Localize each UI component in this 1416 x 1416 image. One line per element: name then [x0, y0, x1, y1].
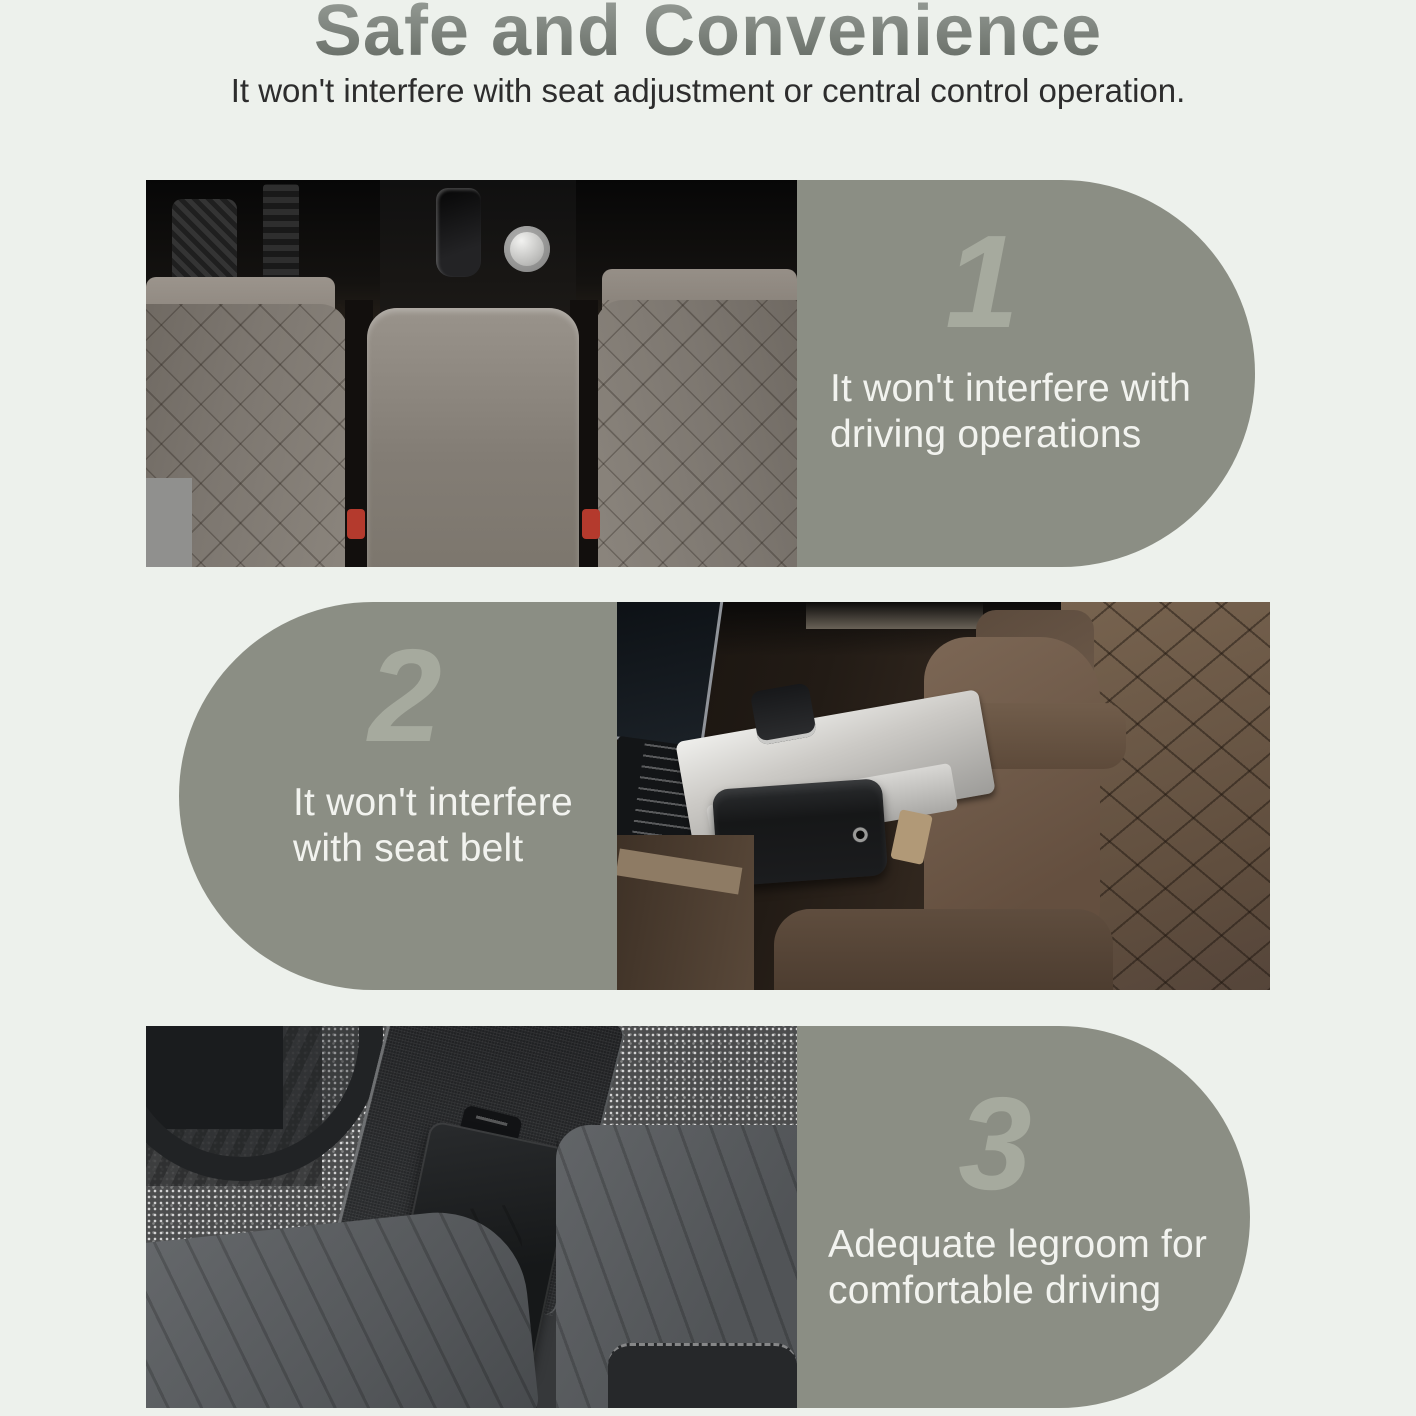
photo-console-top-view [146, 180, 797, 567]
right-seatbelt-buckle-shape [582, 509, 600, 539]
feature-2-text [293, 780, 573, 872]
feature-3-text [828, 1222, 1207, 1314]
photo-cabin-side-view [617, 602, 1270, 990]
left-seatbelt-buckle-shape [347, 509, 365, 539]
feature-1-text-line2: driving operations [830, 413, 1142, 456]
center-armrest-shape [367, 308, 579, 567]
feature-3-text-line1: Adequate legroom for [828, 1223, 1208, 1266]
feature-1-text-line1: It won't interfere with [830, 367, 1192, 410]
feature-3-callout [797, 1026, 1250, 1408]
armrest-shape [608, 1343, 797, 1408]
photo-legroom-view [146, 1026, 797, 1408]
feature-section-1 [0, 180, 1416, 567]
feature-1-callout [797, 180, 1255, 567]
feature-2-text-line1: It won't interfere [293, 781, 573, 824]
feature-3-text-line2: comfortable driving [828, 1269, 1162, 1312]
page-title: Safe and Convenience [0, 0, 1416, 73]
feature-section-2 [179, 602, 1270, 990]
right-seat-shape [595, 300, 797, 567]
page-subtitle: It won't interfere with seat adjustment or central control operation. [230, 72, 1186, 109]
gear-shifter-shape [436, 188, 482, 277]
gear-knob-shape [750, 683, 817, 747]
feature-section-3 [146, 1026, 1250, 1408]
feature-1-text [830, 366, 1191, 458]
seat-cushion-shape [774, 909, 1114, 990]
feature-2-callout [179, 602, 617, 990]
feature-1-number: 1 [945, 208, 1019, 355]
touchscreen-shape [617, 602, 725, 751]
feature-2-text-line2: with seat belt [293, 827, 524, 870]
feature-2-number: 2 [368, 622, 442, 769]
floor-corner-shape [146, 478, 192, 567]
feature-3-number: 3 [958, 1070, 1032, 1217]
